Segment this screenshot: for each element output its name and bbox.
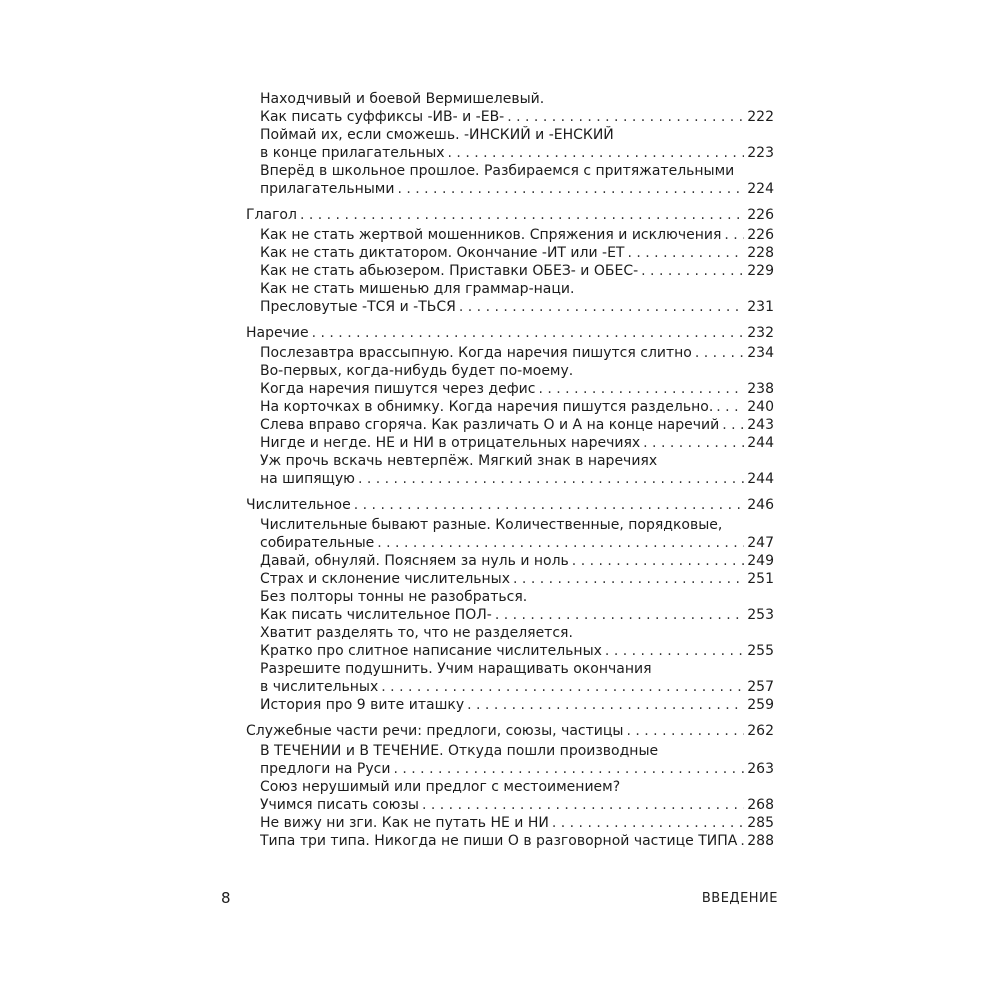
toc-entry [260, 280, 774, 298]
toc-entry [260, 814, 774, 832]
toc-page-number: 224 [747, 181, 774, 197]
toc-entry [260, 760, 774, 778]
toc-entry-title: прилагательными [260, 181, 395, 197]
toc-entry [260, 624, 774, 642]
toc-entry-title: Как не стать диктатором. Окончание -ИТ или -ЕТ [260, 245, 625, 261]
toc-entry-title: Союз нерушимый или предлог с местоимением? [260, 779, 621, 795]
toc-entry-title: Давай, обнуляй. Поясняем за нуль и ноль [260, 553, 569, 569]
toc-page-number: 226 [747, 207, 774, 223]
running-header-section: ВВЕДЕНИЕ [701, 891, 778, 906]
toc-entry-title: Как писать числительное ПОЛ- [260, 607, 492, 623]
toc-page-number: 244 [747, 471, 774, 487]
toc-entry-title: Без полторы тонны не разобраться. [260, 589, 528, 605]
dot-leader [740, 832, 744, 850]
toc-entry-title: Как не стать абьюзером. Приставки ОБЕЗ- и ОБЕС- [260, 263, 639, 279]
dot-leader [507, 108, 744, 126]
toc-page-number: 255 [747, 643, 774, 659]
toc-page-number: 234 [747, 345, 774, 361]
toc-entry-title: Поймай их, если сможешь. -ИНСКИЙ и -ЕНСКИЙ [260, 127, 614, 143]
toc-entry [260, 696, 774, 714]
toc-page-number: 229 [747, 263, 774, 279]
dot-leader [377, 534, 744, 552]
toc-entry [260, 452, 774, 470]
toc-section-heading [246, 206, 774, 224]
dot-leader [312, 324, 745, 342]
toc-section-heading [246, 722, 774, 740]
toc-entry [260, 588, 774, 606]
dot-leader [513, 570, 744, 588]
toc-entry [260, 534, 774, 552]
toc-entry-title: собирательные [260, 535, 375, 551]
toc-page-number: 228 [747, 245, 774, 261]
toc-entry-title: Наречие [246, 325, 309, 341]
toc-entry-title: Как не стать мишенью для граммар-наци. [260, 281, 575, 297]
dot-leader [300, 206, 744, 224]
toc-page-number: 246 [747, 497, 774, 513]
toc-page-number: 262 [747, 723, 774, 739]
toc-page-number: 288 [747, 833, 774, 849]
toc-entry-title: в числительных [260, 679, 379, 695]
toc-page-number: 226 [747, 227, 774, 243]
toc-entry [260, 678, 774, 696]
toc-page-number: 223 [747, 145, 774, 161]
toc-page-number: 243 [747, 417, 774, 433]
toc-entry-title: Послезавтра врассыпную. Когда наречия пишутся слитно [260, 345, 692, 361]
toc-page-number: 251 [747, 571, 774, 587]
dot-leader [393, 760, 744, 778]
toc-page-number: 285 [747, 815, 774, 831]
dot-leader [381, 678, 744, 696]
dot-leader [627, 244, 744, 262]
dot-leader [422, 796, 744, 814]
toc-entry [260, 262, 774, 280]
toc-page-number: 259 [747, 697, 774, 713]
dot-leader [722, 416, 744, 434]
toc-entry-title: Числительные бывают разные. Количественные, порядковые, [260, 517, 723, 533]
toc-entry-title: Нигде и негде. НЕ и НИ в отрицательных наречиях [260, 435, 641, 451]
toc-entry [260, 380, 774, 398]
toc-entry-title: В ТЕЧЕНИИ и В ТЕЧЕНИЕ. Откуда пошли производные [260, 743, 659, 759]
dot-leader [724, 226, 744, 244]
toc-page-number: 253 [747, 607, 774, 623]
toc-entry-title: Разрешите подушнить. Учим наращивать окончания [260, 661, 652, 677]
dot-leader [459, 298, 744, 316]
toc-entry-title: Пресловутые -ТСЯ и -ТЬСЯ [260, 299, 456, 315]
toc-entry-title: на шипящую [260, 471, 355, 487]
toc-page-number: 232 [747, 325, 774, 341]
toc-entry [260, 362, 774, 380]
toc-page-number: 231 [747, 299, 774, 315]
toc-page-number: 238 [747, 381, 774, 397]
toc-entry-title: Во-первых, когда-нибудь будет по-моему. [260, 363, 574, 379]
toc-entry [260, 144, 774, 162]
toc-entry [260, 742, 774, 760]
toc-entry [260, 660, 774, 678]
toc-entry-title: Находчивый и боевой Вермишелевый. [260, 91, 545, 107]
toc-entry-title: Уж прочь вскачь невтерпёж. Мягкий знак в наречиях [260, 453, 658, 469]
toc-entry [260, 606, 774, 624]
toc-page-number: 244 [747, 435, 774, 451]
toc-page-number: 257 [747, 679, 774, 695]
toc-entry-title: в конце прилагательных [260, 145, 445, 161]
toc-page-number: 268 [747, 797, 774, 813]
toc-entry [260, 832, 774, 850]
toc-entry [260, 516, 774, 534]
page-number: 8 [221, 889, 231, 907]
toc-entry [260, 244, 774, 262]
toc-entry [260, 570, 774, 588]
toc-entry-title: Когда наречия пишутся через дефис [260, 381, 536, 397]
toc-entry [260, 344, 774, 362]
dot-leader [552, 814, 744, 832]
dot-leader [626, 722, 744, 740]
dot-leader [695, 344, 744, 362]
toc-section-heading [246, 496, 774, 514]
dot-leader [538, 380, 744, 398]
toc-page-number: 222 [747, 109, 774, 125]
toc-page-number: 249 [747, 553, 774, 569]
toc-entry-title: Как писать суффиксы -ИВ- и -ЕВ- [260, 109, 505, 125]
dot-leader [495, 606, 744, 624]
toc-entry-title: Не вижу ни зги. Как не путать НЕ и НИ [260, 815, 549, 831]
toc-entry [260, 642, 774, 660]
toc-entry-title: Хватит разделять то, что не разделяется. [260, 625, 573, 641]
toc-entry [260, 398, 774, 416]
toc-page-number: 263 [747, 761, 774, 777]
dot-leader [467, 696, 744, 714]
toc-entry-title: Типа три типа. Никогда не пиши О в разговорной частице ТИПА [260, 833, 738, 849]
toc-entry [260, 416, 774, 434]
toc-entry [260, 796, 774, 814]
toc-entry [260, 180, 774, 198]
dot-leader [605, 642, 744, 660]
dot-leader [643, 434, 744, 452]
toc-entry-title: Слева вправо сгоряча. Как различать О и А на конце наречий [260, 417, 720, 433]
dot-leader [641, 262, 744, 280]
dot-leader [358, 470, 744, 488]
toc-entry-title: Как не стать жертвой мошенников. Спряжения и исключения [260, 227, 722, 243]
toc-entry [260, 162, 774, 180]
toc-entry-title: Кратко про слитное написание числительных [260, 643, 602, 659]
dot-leader [397, 180, 744, 198]
toc-entry [260, 126, 774, 144]
toc-entry-title: История про 9 вите иташку [260, 697, 465, 713]
toc-entry [260, 90, 774, 108]
toc-entry-title: предлоги на Руси [260, 761, 391, 777]
toc-entry-title: Служебные части речи: предлоги, союзы, частицы [246, 723, 624, 739]
dot-leader [354, 496, 745, 514]
toc-section-heading [246, 324, 774, 342]
toc-entry-title: На корточках в обнимку. Когда наречия пишутся раздельно. [260, 399, 714, 415]
toc-entry [260, 226, 774, 244]
toc-entry-title: Вперёд в школьное прошлое. Разбираемся с притяжательными [260, 163, 735, 179]
dot-leader [448, 144, 745, 162]
toc-entry-title: Учимся писать союзы [260, 797, 419, 813]
toc-page-number: 240 [747, 399, 774, 415]
dot-leader [572, 552, 744, 570]
toc-entry [260, 298, 774, 316]
toc-entry [260, 470, 774, 488]
toc-entry [260, 552, 774, 570]
toc-entry [260, 778, 774, 796]
toc-entry-title: Страх и склонение числительных [260, 571, 511, 587]
toc-page-number: 247 [747, 535, 774, 551]
toc-entry [260, 108, 774, 126]
dot-leader [716, 398, 744, 416]
toc-entry-title: Числительное [246, 497, 351, 513]
toc-entry-title: Глагол [246, 207, 297, 223]
toc-entry [260, 434, 774, 452]
